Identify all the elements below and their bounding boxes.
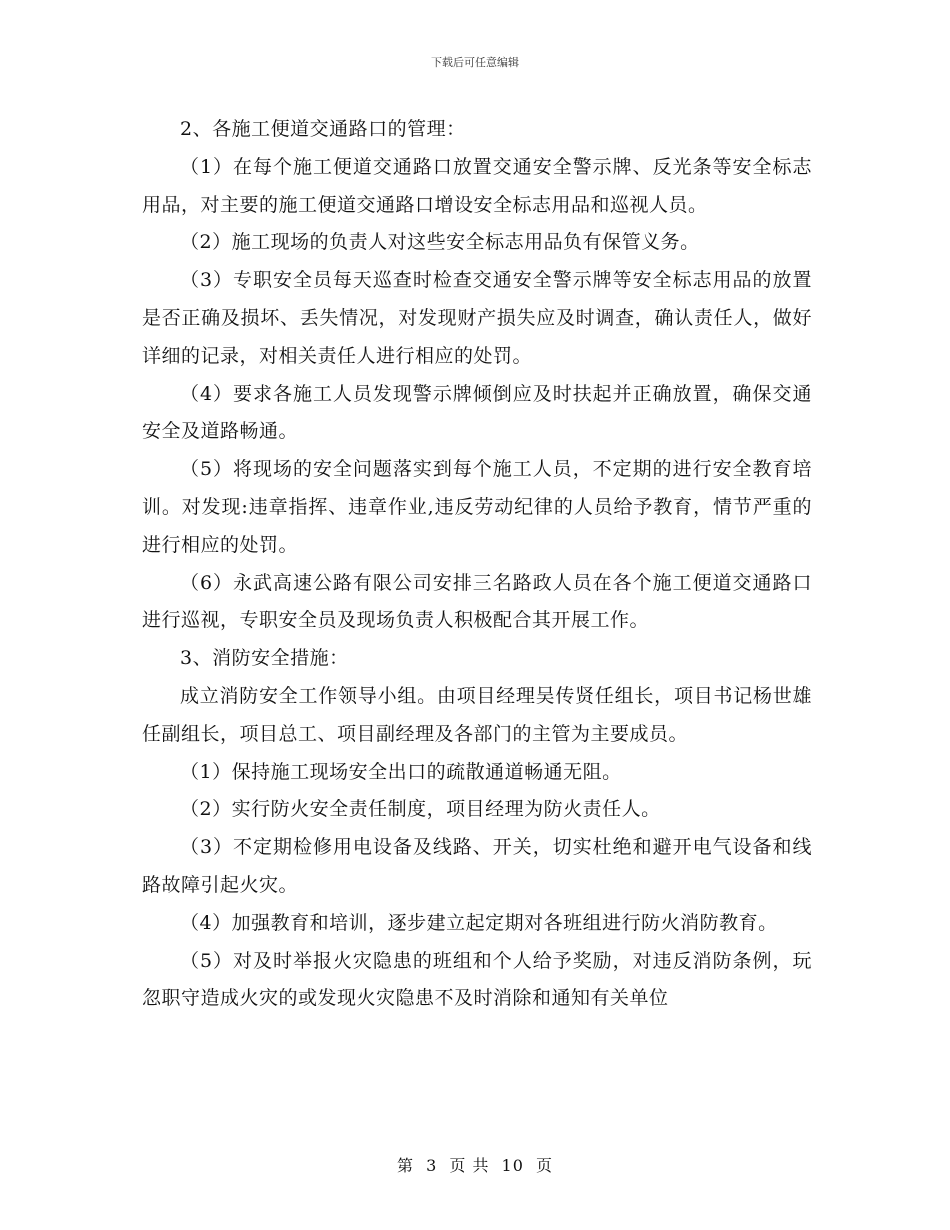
- paragraph: （1）保持施工现场安全出口的疏散通道畅通无阻。: [180, 760, 622, 783]
- footer-total-pages: 10: [501, 1156, 524, 1175]
- footer-prefix: 第: [396, 1156, 414, 1175]
- footer-page-number: 3: [426, 1156, 438, 1175]
- paragraph: （3）专职安全员每天巡查时检查交通安全警示牌等安全标志用品的放置是否正确及损坏、丢失情况，对发现财产损失应及时调查，确认责任人，做好详细的记录，对相关责任人进行相应的处罚。: [142, 269, 812, 367]
- paragraph: （4）要求各施工人员发现警示牌倾倒应及时扶起并正确放置，确保交通安全及道路畅通。: [142, 382, 812, 443]
- footer-suffix: 页: [536, 1156, 554, 1175]
- document-body: [142, 111, 812, 1018]
- paragraph: （2）施工现场的负责人对这些安全标志用品负有保管义务。: [180, 231, 700, 254]
- page-header-note: 下载后可任意编辑: [431, 56, 519, 69]
- paragraph: 2、各施工便道交通路口的管理：: [180, 118, 466, 140]
- paragraph: （6）永武高速公路有限公司安排三名路政人员在各个施工便道交通路口进行巡视，专职安全员及现场负责人积极配合其开展工作。: [142, 571, 812, 632]
- paragraph: （5）对及时举报火灾隐患的班组和个人给予奖励，对违反消防条例，玩忽职守造成火灾的或发现火灾隐患不及时消除和通知有关单位: [142, 949, 812, 1010]
- footer-mid: 页 共: [449, 1156, 490, 1175]
- paragraph: （4）加强教育和培训，逐步建立起定期对各班组进行防火消防教育。: [180, 911, 778, 934]
- section-heading: 3、消防安全措施：: [180, 647, 349, 670]
- page-footer: [0, 1153, 950, 1176]
- paragraph: 成立消防安全工作领导小组。由项目经理吴传贤任组长，项目书记杨世雄任副组长，项目总工、项目副经理及各部门的主管为主要成员。: [142, 684, 812, 745]
- paragraph: （3）不定期检修用电设备及线路、开关，切实杜绝和避开电气设备和线路故障引起火灾。: [142, 836, 812, 896]
- paragraph: （2）实行防火安全责任制度，项目经理为防火责任人。: [180, 798, 661, 821]
- paragraph: （5）将现场的安全问题落实到每个施工人员，不定期的进行安全教育培训。对发现:违章指挥、违章作业,违反劳动纪律的人员给予教育，情节严重的进行相应的处罚。: [142, 458, 812, 556]
- paragraph: （1）在每个施工便道交通路口放置交通安全警示牌、反光条等安全标志用品，对主要的施工便道交通路口增设安全标志用品和巡视人员。: [142, 155, 812, 216]
